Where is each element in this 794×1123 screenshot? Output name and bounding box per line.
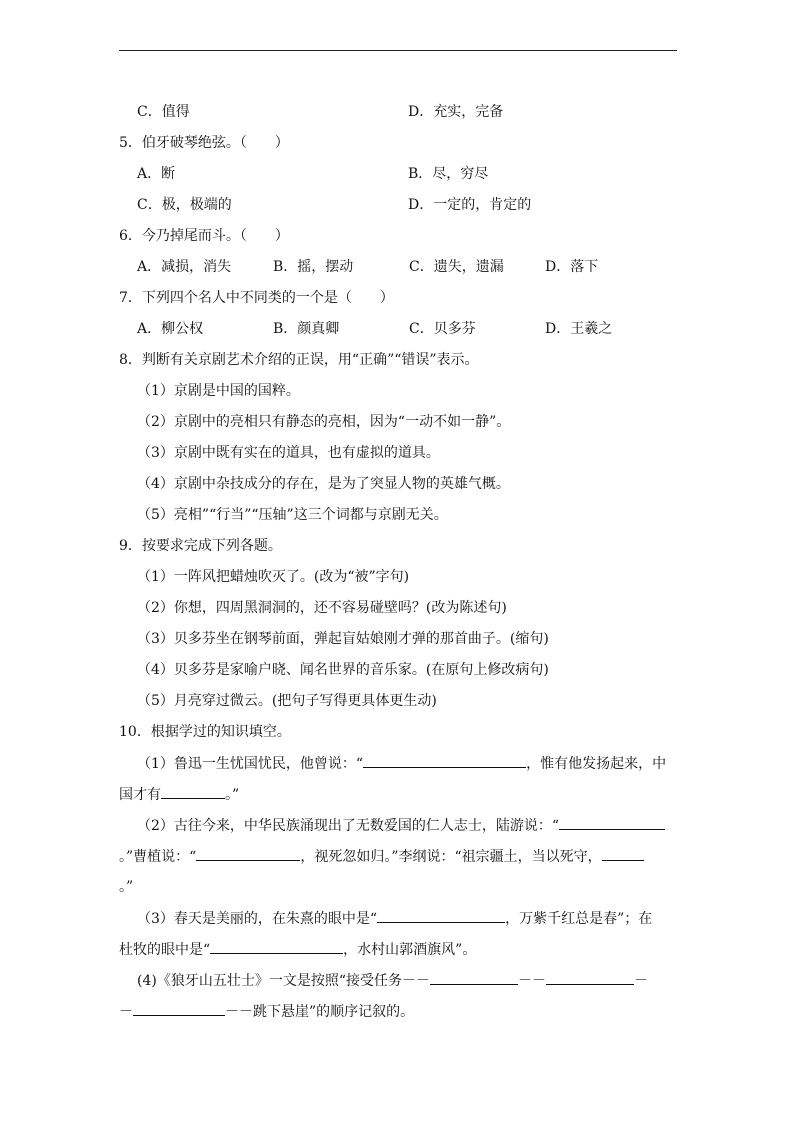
answer-blank[interactable] [559,813,665,830]
q10-p1-text: 。” [225,787,240,803]
q10-p3-text: ，万紫千红总是春”；在 [505,911,653,927]
q5-option-b: B．尽，穷尽 [408,166,489,182]
q10-part2-line1 [119,813,679,844]
q10-p1-text: （1）鲁迅一生忧国忧民，他曾说：“ [137,756,364,772]
q5-options-row-1 [119,162,679,193]
q10-p4-text: (4)《狼牙山五壮士》一文是按照“接受任务－－ [137,973,430,989]
q4-option-d: D．充实，完备 [408,104,504,120]
q7-stem: 7．下列四个名人中不同类的一个是（ ） [119,290,394,306]
q8-item: （3）京剧中既有实在的道具，也有虚拟的道具。 [137,445,440,461]
q10-part4-line1 [119,968,679,999]
q5-option-d: D．一定的，肯定的 [408,197,532,213]
q6-stem: 6．今乃掉尾而斗。（ ） [119,228,289,244]
answer-blank[interactable] [196,844,300,861]
q9-item: （2）你想，四周黑洞洞的，还不容易碰壁吗？(改为陈述句) [137,600,507,616]
q8-stem: 8．判断有关京剧艺术介绍的正误，用“正确”“错误”表示。 [119,352,479,368]
answer-blank[interactable] [377,906,505,923]
q9-stem: 9．按要求完成下列各题。 [119,538,282,554]
q10-p3-text: ，水村山郭酒旗风”。 [343,942,477,958]
q5-option-c: C．极，极端的 [137,197,232,213]
q10-p3-text: 杜牧的眼中是“ [119,942,211,958]
answer-blank[interactable] [363,751,526,768]
q10-p2-text: 。”曹植说：“ [119,849,197,865]
q10-p4-text: － [119,1004,133,1020]
q7-options-row [119,317,679,348]
answer-blank[interactable] [133,999,225,1016]
q9-item: （5）月亮穿过微云。(把句子写得更具体更生动) [137,693,437,709]
q10-part1-line1 [119,751,679,782]
q7-option-a: A．柳公权 [137,321,204,337]
q10-stem: 10．根据学过的知识填空。 [119,724,291,740]
q10-p3-text: （3）春天是美丽的，在朱熹的眼中是“ [137,911,378,927]
answer-blank[interactable] [210,937,343,954]
q8-item: （5）亮相”“行当”“压轴”这三个词都与京剧无关。 [137,507,448,523]
q10-part4-line2 [119,999,679,1030]
q6-option-b: B．摇，摆动 [273,259,354,275]
q8-item: （4）京剧中杂技成分的存在，是为了突显人物的英雄气概。 [137,476,510,492]
answer-blank[interactable] [430,968,518,985]
q10-p2-text: ，视死忽如归。”李纲说：“祖宗疆土，当以死守， [300,849,602,865]
q10-p1-text: 国才有 [119,787,161,803]
q7-option-b: B．颜真卿 [273,321,340,337]
q7-option-d: D．王羲之 [545,321,613,337]
q10-p4-text: －－跳下悬崖”的顺序记叙的。 [225,1004,415,1020]
q9-item: （1）一阵风把蜡烛吹灭了。(改为“被”字句) [137,569,410,585]
q6-option-d: D．落下 [545,259,599,275]
q6-options-row [119,255,679,286]
q5-options-row-2 [119,193,679,224]
q10-p4-text: －－ [518,973,546,989]
q5-option-a: A．断 [137,166,176,182]
answer-blank[interactable] [546,968,634,985]
header-rule [119,50,677,51]
q9-item: （3）贝多芬坐在钢琴前面，弹起盲姑娘刚才弹的那首曲子。(缩句) [137,631,549,647]
q10-part1-line2 [119,782,679,813]
q8-item: （1）京剧是中国的国粹。 [137,383,300,399]
q10-p2-text: 。” [119,879,134,895]
q4-options-row [119,100,679,131]
q4-option-c: C．值得 [137,104,190,120]
q10-p1-text: ，惟有他发扬起来，中 [526,756,667,772]
q10-part3-line2 [119,937,679,968]
q5-stem: 5．伯牙破琴绝弦。（ ） [119,135,289,151]
q10-part3-line1 [119,906,679,937]
answer-blank[interactable] [161,782,225,799]
answer-blank[interactable] [602,844,644,861]
q10-p2-text: （2）古往今来，中华民族涌现出了无数爱国的仁人志士，陆游说：“ [137,818,560,834]
q6-option-c: C．遗失，遗漏 [409,259,504,275]
q7-option-c: C．贝多芬 [409,321,476,337]
q8-item: （2）京剧中的亮相只有静态的亮相，因为“一动不如一静”。 [137,414,511,430]
worksheet-content [119,100,679,1030]
q10-part2-line2 [119,844,679,875]
q10-p4-text: － [634,973,648,989]
q9-item: （4）贝多芬是家喻户晓、闻名世界的音乐家。(在原句上修改病句) [137,662,549,678]
q6-option-a: A．减损，消失 [137,259,232,275]
q10-part2-line3 [119,875,679,906]
